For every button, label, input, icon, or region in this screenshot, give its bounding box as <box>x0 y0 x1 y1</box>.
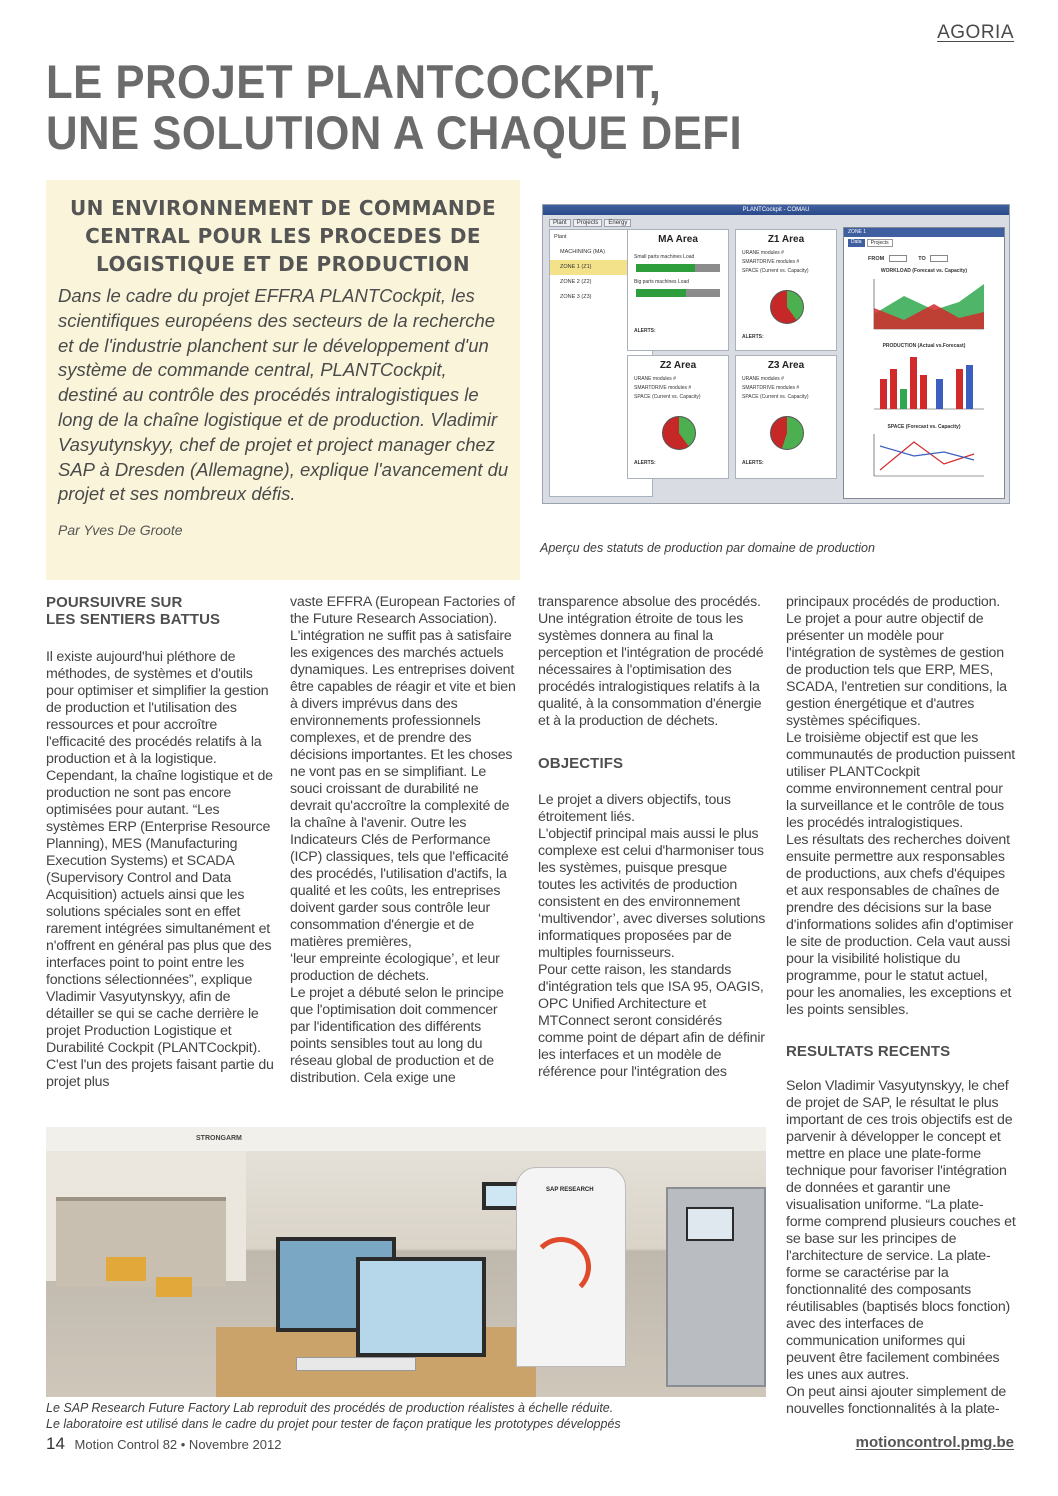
section-tag: AGORIA <box>937 22 1014 43</box>
panel-alerts: ALERTS: <box>634 460 656 466</box>
load-bar <box>636 264 720 272</box>
website-link[interactable]: motioncontrol.pmg.be <box>855 1434 1014 1451</box>
load-bar <box>636 289 720 297</box>
intro-box <box>46 180 520 580</box>
body-paragraph: comme environnement central pour la surveillance et le contrôle de tous les procédés intralogistiques. <box>786 781 1004 831</box>
subheading-line: POURSUIVRE SUR <box>46 594 183 611</box>
screenshot-tab: Projects <box>573 219 603 227</box>
screenshot-window-title: PLANTCockpit - COMAU <box>543 205 1009 215</box>
intro-author: Par Yves De Groote <box>58 522 183 538</box>
tree-item: Plant <box>554 234 567 240</box>
workload-area-chart <box>844 274 1006 334</box>
intro-heading <box>46 194 520 278</box>
photo-sign: SAP RESEARCH <box>546 1187 594 1193</box>
space-pie-chart <box>662 416 696 450</box>
headline <box>46 56 939 158</box>
panel-alerts: ALERTS: <box>634 328 656 334</box>
intro-heading-line-1: UN ENVIRONNEMENT DE COMMANDE <box>69 196 497 220</box>
zone-detail-title: ZONE 1 <box>844 228 1004 237</box>
article-column-2 <box>290 594 520 1087</box>
body-paragraph: Il existe aujourd'hui pléthore de méthodes, de systèmes et d'outils pour optimiser et simplifier la gestion de production et l'utilisation des ressources et pour accroître l'efficacité des procédés relatifs à la production et à la logistique. Cependant, la chaîne logistique et de production ne sont pas encore optimisées pour autant. “Les systèmes ERP (Enterprise Resource Planning), MES (Manufacturing Execution Systems) et SCADA (Supervisory Control and Data Acquisition) actuels ainsi que les solutions spéciales sont en effet rarement intégrées simultanément et n'offrent en général pas plus que des interfaces point to point entre les fonctions sélectionnées”, explique Vladimir Vasyutynskyy, afin de détailler se qui se cache derrière le projet Production Logistique et Durabilité Cockpit (PLANTCockpit). C'est l'un des projets faisant partie du projet plus <box>46 649 274 1090</box>
panel-z2-area <box>627 355 729 479</box>
to-label: TO <box>918 255 926 262</box>
from-label: FROM <box>868 255 885 262</box>
subheading-line: LES SENTIERS BATTUS <box>46 611 221 628</box>
body-paragraph: L'objectif principal mais aussi le plus complexe est celui d'harmoniser tous les systèmes, puisque presque toutes les activités de production consistent en des environnement ‘multivendor’, avec diverses solutions informatiques proposées par de multiples fournisseurs. <box>538 826 766 961</box>
publication-info: Motion Control 82 • Novembre 2012 <box>74 1437 282 1452</box>
chart-title: WORKLOAD (Forecast vs. Capacity) <box>880 268 968 274</box>
panel-line: URANE modules # <box>742 376 784 382</box>
panel-line: SPACE (Current vs. Capacity) <box>634 394 701 400</box>
subheading-poursuivre <box>46 594 276 628</box>
body-paragraph: Les résultats des recherches doivent ensuite permettre aux responsables de productions, aux chefs d'équipes et aux responsables de chaînes de prendre des décisions sur la base d'informations solides afin d'optimiser le site de production. Cela vaut aussi pour la visibilité holistique du programme, pour le statut actuel, pour les anomalies, les exceptions et les points sensibles. <box>786 832 1014 1018</box>
body-paragraph: Le projet a pour autre objectif de présenter un modèle pour l'intégration de systèmes de gestion de production tels que ERP, MES, SCADA, l'entretien sur conditions, la gestion énergétique et d'autres systèmes spécifiques. <box>786 611 1007 729</box>
tree-item: ZONE 1 (Z1) <box>550 260 652 275</box>
body-paragraph: Le projet a débuté selon le principe que l'optimisation doit commencer par l'identification des différents points sensibles tout au long du réseau global de production et de distribution. Cela exige une <box>290 985 504 1086</box>
date-range <box>844 249 1004 262</box>
tree-item: ZONE 3 (Z3) <box>560 294 592 300</box>
screenshot-tabs <box>549 219 631 227</box>
panel-line: SMARTDRIVE modules # <box>634 385 692 391</box>
zone-detail-tabs <box>844 237 1004 249</box>
body-paragraph: principaux procédés de production. <box>786 594 1001 610</box>
space-line-chart <box>844 430 1006 480</box>
intro-text: Dans le cadre du projet EFFRA PLANTCockpit, les scientifiques européens des secteurs de la recherche et de l'industrie planchent sur le développement d'un système de commande central, PLANTCockpit, destiné au contrôle des procédés intralogistiques le long de la chaîne logistique et de production. Vladimir Vasyutynskyy, chef de projet et project manager chez SAP à Dresden (Allemagne), explique l'avancement du projet et ses nombreux défis. <box>58 285 509 505</box>
panel-z1-area <box>735 229 837 351</box>
panel-z3-area <box>735 355 837 479</box>
panel-alerts: ALERTS: <box>742 334 764 340</box>
photo-sign: STRONGARM <box>196 1135 242 1142</box>
plantcockpit-screenshot <box>542 204 1010 504</box>
figure-caption-bottom <box>46 1400 766 1432</box>
panel-line: URANE modules # <box>634 376 676 382</box>
panel-alerts: ALERTS: <box>742 460 764 466</box>
lab-photo <box>46 1127 766 1397</box>
panel-line: Big parts machines Load <box>634 279 690 285</box>
zone-detail-tab: Data <box>848 239 865 247</box>
zone-detail-tab: Projects <box>867 239 893 247</box>
headline-line-1: LE PROJET PLANTCOCKPIT, <box>46 55 662 108</box>
body-paragraph: Le troisième objectif est que les communautés de production puissent utiliser PLANTCockpit <box>786 730 1016 780</box>
panel-line: URANE modules # <box>742 250 784 256</box>
panel-title: Z3 Area <box>767 360 805 371</box>
figure-caption-top: Aperçu des statuts de production par domaine de production <box>540 541 875 555</box>
panel-title: Z2 Area <box>659 360 697 371</box>
chart-title: PRODUCTION (Actual vs.Forecast) <box>882 343 966 349</box>
body-paragraph: Selon Vladimir Vasyutynskyy, le chef de projet de SAP, le résultat le plus important de ces trois objectifs est de parvenir à développer le concept et mettre en place une plate-forme technique pour favoriser l'intégration de données et garantir une visualisation uniforme. “La plate-forme comprend plusieurs couches et se base sur les principes de l'architecture de service. La plate-forme se caractérise par la fonctionnalité des composants réutilisables (baptisés blocs fonction) avec des interfaces de communication uniformes qui peuvent être facilement combinées les unes aux autres. <box>786 1078 1016 1383</box>
body-paragraph: ‘leur empreinte écologique’, et leur production de déchets. <box>290 951 500 984</box>
body-paragraph: On peut ainsi ajouter simplement de nouvelles fonctionnalités à la plate- <box>786 1384 1007 1417</box>
body-paragraph: Le projet a divers objectifs, tous étroitement liés. <box>538 792 731 825</box>
production-bar-chart <box>844 349 1006 415</box>
panel-line: SMARTDRIVE modules # <box>742 259 800 265</box>
space-pie-chart <box>770 290 804 324</box>
intro-heading-line-2: CENTRAL POUR LES PROCEDES DE <box>85 224 481 248</box>
body-paragraph: transparence absolue des procédés. Une intégration étroite de tous les systèmes donnera au final la perception et l'intégration de procédé nécessaires à l'optimisation des procédés intralogistiques relatifs à la qualité, à la consommation d'énergie et à la production de déchets. <box>538 594 764 729</box>
space-pie-chart <box>770 416 804 450</box>
subheading-resultats: RESULTATS RECENTS <box>786 1043 951 1060</box>
panel-line: SPACE (Current vs. Capacity) <box>742 268 809 274</box>
screenshot-tab: Energy <box>604 219 631 227</box>
caption-line: Le SAP Research Future Factory Lab reproduit des procédés de production réalistes à échelle réduite. <box>46 1401 614 1415</box>
body-paragraph: Pour cette raison, les standards d'intégration tels que ISA 95, OAGIS, OPC Unified Architecture et MTConnect seront considérés comme point de départ afin de définir les interfaces et un modèle de référence pour l'intégration des <box>538 962 765 1080</box>
panel-line: Small parts machines Load <box>634 254 695 260</box>
footer-left <box>46 1434 281 1454</box>
tree-item: MACHINING (MA) <box>560 249 605 255</box>
panel-title: Z1 Area <box>767 234 805 245</box>
headline-line-2: UNE SOLUTION A CHAQUE DEFI <box>46 106 743 159</box>
body-paragraph: vaste EFFRA (European Factories of the Future Research Association). L'intégration ne suffit pas à satisfaire les exigences des marchés actuels dynamiques. Les entreprises doivent être capables de réagir et vite et bien à divers imprévus dans des environnements professionnels complexes, et de prendre des décisions importantes. Et les choses ne vont pas en se simplifiant. Le souci croissant de durabilité ne devrait qu'accroître la complexité de la chaîne à l'avenir. Outre les Indicateurs Clés de Performance (ICP) classiques, tels que l'efficacité des procédés, l'utilisation d'actifs, la qualité et les coûts, les entreprises doivent garder sous contrôle leur consommation d'énergie et de matières premières, <box>290 594 516 950</box>
caption-line: Le laboratoire est utilisé dans le cadre du projet pour tester de façon pratique les prototypes développés <box>46 1417 621 1431</box>
article-column-4 <box>786 594 1016 1418</box>
chart-title: SPACE (Forecast vs. Capacity) <box>887 424 961 430</box>
page-number: 14 <box>46 1434 65 1453</box>
screenshot-tab: Plant <box>549 219 571 227</box>
panel-ma-area <box>627 229 729 351</box>
panel-line: SPACE (Current vs. Capacity) <box>742 394 809 400</box>
article-column-1 <box>46 594 276 1091</box>
zone-detail-panel <box>843 227 1005 499</box>
tree-item: ZONE 2 (Z2) <box>560 279 592 285</box>
article-column-3 <box>538 594 768 1081</box>
panel-title: MA Area <box>658 234 698 245</box>
panel-line: SMARTDRIVE modules # <box>742 385 800 391</box>
subheading-objectifs: OBJECTIFS <box>538 755 624 772</box>
intro-heading-line-3: LOGISTIQUE ET DE PRODUCTION <box>96 252 470 276</box>
